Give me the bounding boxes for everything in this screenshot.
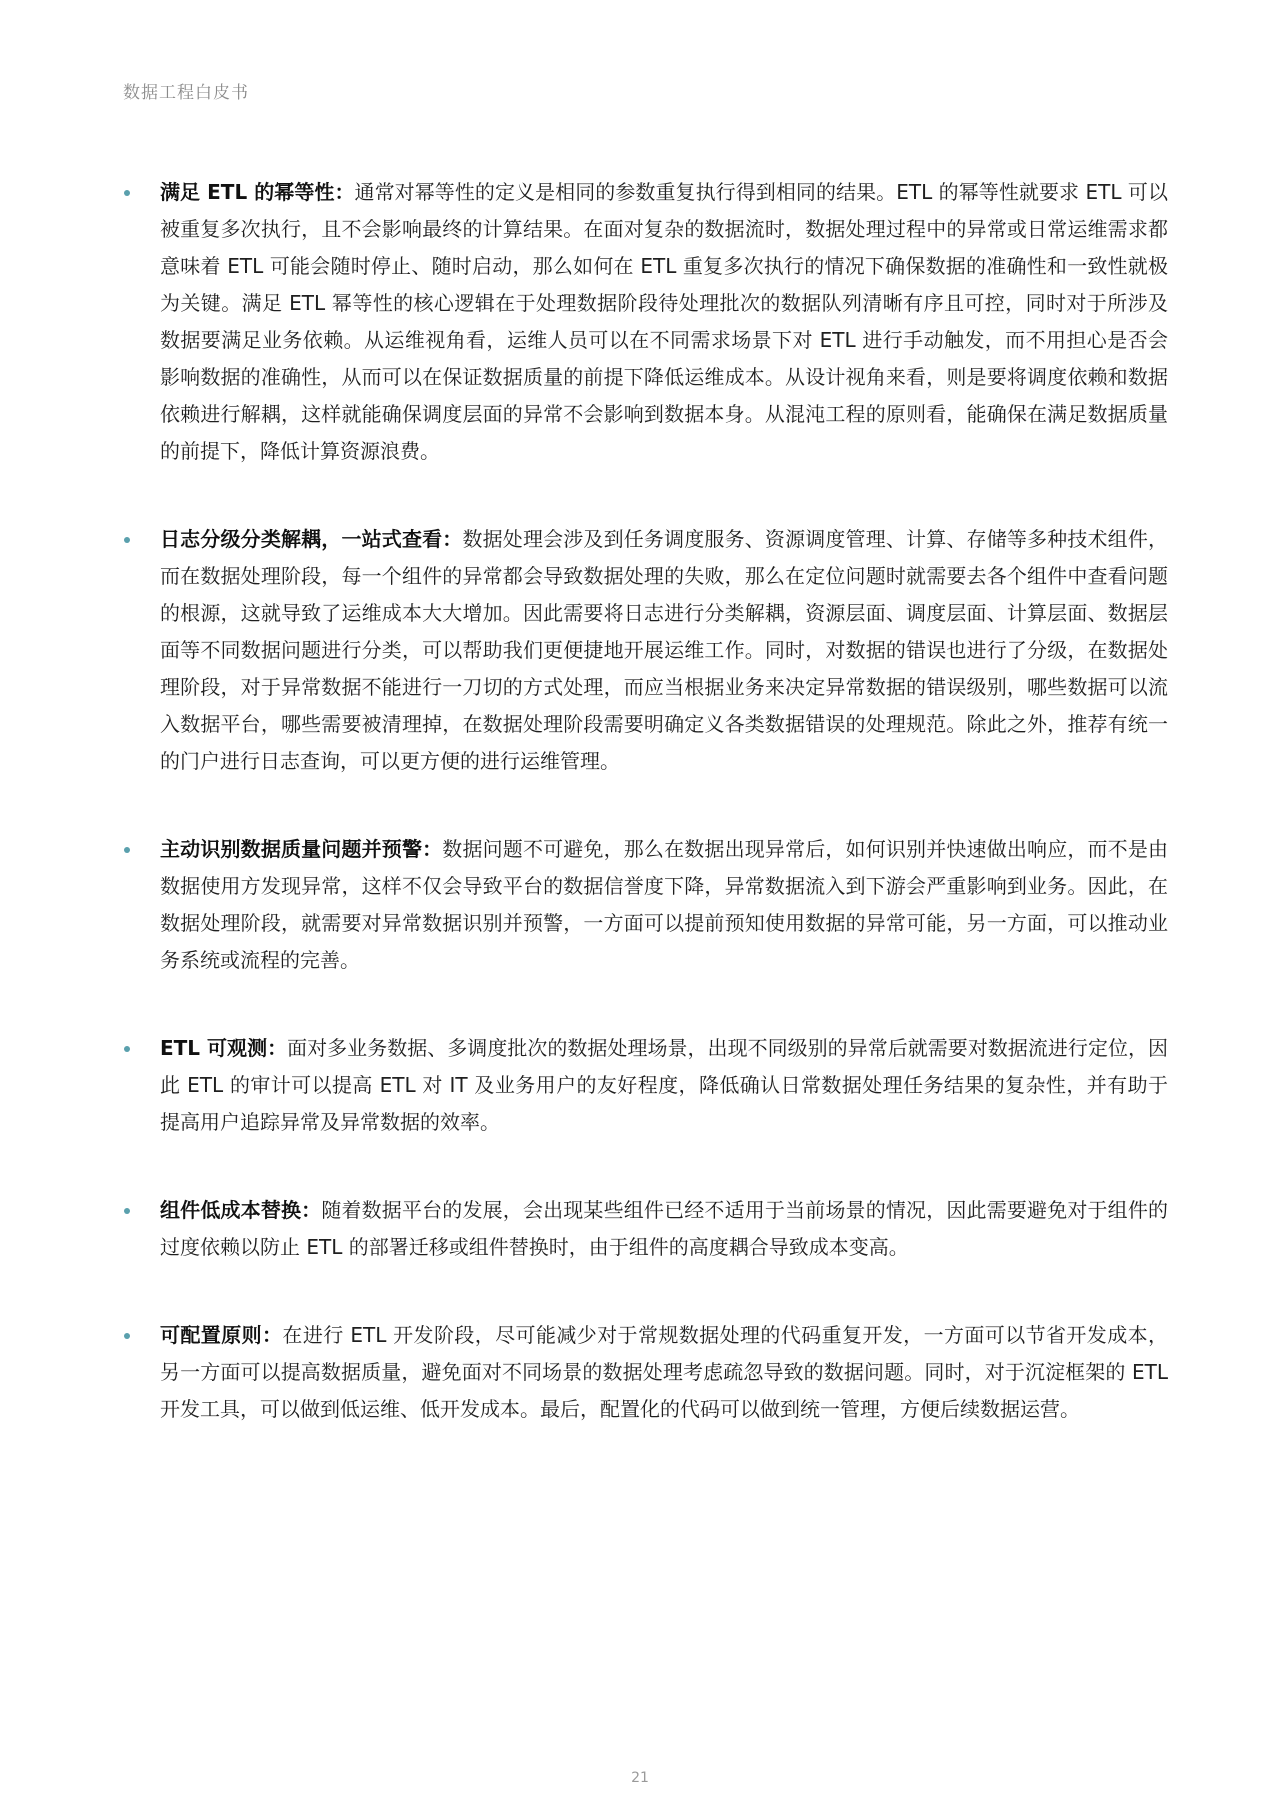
bullet-dot-icon — [124, 1333, 130, 1339]
bullet-title: 满足 ETL 的幂等性： — [160, 180, 355, 204]
bullet-title: ETL 可观测： — [160, 1036, 288, 1060]
bullet-title: 可配置原则： — [160, 1323, 283, 1347]
bullet-dot-icon — [124, 1046, 130, 1052]
bullet-text: 通常对幂等性的定义是相同的参数重复执行得到相同的结果。ETL 的幂等性就要求 ETL 可以被重复多次执行，且不会影响最终的计算结果。在面对复杂的数据流时，数据处理过程中的异常或日常运维需求都意味着 ETL 可能会随时停止、随时启动，那么如何在 ETL 重复多次执行的情况下确保数据的准确性和一致性就极为关键。满足 ETL 幂等性的核心逻辑在于处理数据阶段待处理批次的数据队列清晰有序且可控，同时对于所涉及数据要满足业务依赖。从运维视角看，运维人员可以在不同需求场景下对 ETL 进行手动触发，而不用担心是否会影响数据的准确性，从而可以在保证数据质量的前提下降低运维成本。从设计视角来看，则是要将调度依赖和数据依赖进行解耦，这样就能确保调度层面的异常不会影响到数据本身。从混沌工程的原则看，能确保在满足数据质量的前提下，降低计算资源浪费。 — [160, 180, 1168, 463]
bullet-item-quality-alert — [123, 831, 1168, 979]
bullet-text: 随着数据平台的发展，会出现某些组件已经不适用于当前场景的情况，因此需要避免对于组件的过度依赖以防止 ETL 的部署迁移或组件替换时，由于组件的高度耦合导致成本变高。 — [160, 1198, 1169, 1259]
bullet-text: 数据问题不可避免，那么在数据出现异常后，如何识别并快速做出响应，而不是由数据使用方发现异常，这样不仅会导致平台的数据信誉度下降，异常数据流入到下游会严重影响到业务。因此，在数据处理阶段，就需要对异常数据识别并预警，一方面可以提前预知使用数据的异常可能，另一方面，可以推动业务系统或流程的完善。 — [160, 837, 1169, 972]
page-number: 21 — [631, 1770, 649, 1786]
bullet-dot-icon — [124, 190, 130, 196]
bullet-item-log-classification — [123, 521, 1168, 780]
bullet-list — [123, 174, 1168, 1479]
running-header: 数据工程白皮书 — [123, 83, 249, 103]
bullet-dot-icon — [124, 537, 130, 543]
bullet-text: 在进行 ETL 开发阶段，尽可能减少对于常规数据处理的代码重复开发，一方面可以节省开发成本，另一方面可以提高数据质量，避免面对不同场景的数据处理考虑疏忽导致的数据问题。同时，对于沉淀框架的 ETL 开发工具，可以做到低运维、低开发成本。最后，配置化的代码可以做到统一管理，方便后续数据运营。 — [160, 1323, 1169, 1421]
bullet-text: 数据处理会涉及到任务调度服务、资源调度管理、计算、存储等多种技术组件，而在数据处理阶段，每一个组件的异常都会导致数据处理的失败，那么在定位问题时就需要去各个组件中查看问题的根源，这就导致了运维成本大大增加。因此需要将日志进行分类解耦，资源层面、调度层面、计算层面、数据层面等不同数据问题进行分类，可以帮助我们更便捷地开展运维工作。同时，对数据的错误也进行了分级，在数据处理阶段，对于异常数据不能进行一刀切的方式处理，而应当根据业务来决定异常数据的错误级别，哪些数据可以流入数据平台，哪些需要被清理掉，在数据处理阶段需要明确定义各类数据错误的处理规范。除此之外，推荐有统一的门户进行日志查询，可以更方便的进行运维管理。 — [160, 527, 1169, 773]
bullet-dot-icon — [124, 847, 130, 853]
bullet-item-idempotency — [123, 174, 1168, 470]
bullet-title: 日志分级分类解耦，一站式查看： — [160, 527, 463, 551]
bullet-text: 面对多业务数据、多调度批次的数据处理场景，出现不同级别的异常后就需要对数据流进行定位，因此 ETL 的审计可以提高 ETL 对 IT 及业务用户的友好程度，降低确认日常数据处理任务结果的复杂性，并有助于提高用户追踪异常及异常数据的效率。 — [160, 1036, 1169, 1134]
bullet-item-component-replacement — [123, 1192, 1168, 1266]
bullet-title: 主动识别数据质量问题并预警： — [160, 837, 443, 861]
bullet-title: 组件低成本替换： — [160, 1198, 322, 1222]
bullet-dot-icon — [124, 1208, 130, 1214]
bullet-item-configurable — [123, 1317, 1168, 1428]
bullet-item-observability — [123, 1030, 1168, 1141]
